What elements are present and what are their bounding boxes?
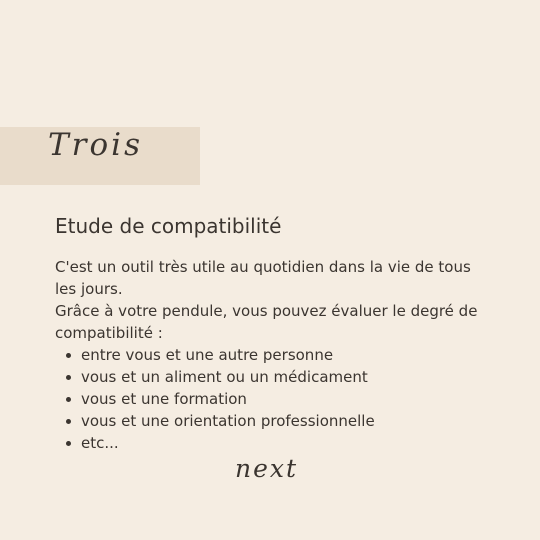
section-heading: Etude de compatibilité xyxy=(55,214,282,238)
intro-paragraph: C'est un outil très utile au quotidien dans la vie de tous les jours. xyxy=(55,258,471,298)
slide-number-label: Trois xyxy=(48,127,143,163)
compatibility-list xyxy=(55,344,495,454)
list-item: vous et une formation xyxy=(81,388,495,410)
list-item: vous et une orientation professionnelle xyxy=(81,410,495,432)
list-item: vous et un aliment ou un médicament xyxy=(81,366,495,388)
list-item: etc... xyxy=(81,432,495,454)
list-item: entre vous et une autre personne xyxy=(81,344,495,366)
next-label[interactable]: next xyxy=(235,454,299,483)
body-text xyxy=(55,256,495,454)
pendulum-paragraph: Grâce à votre pendule, vous pouvez évaluer le degré de compatibilité : xyxy=(55,302,478,342)
